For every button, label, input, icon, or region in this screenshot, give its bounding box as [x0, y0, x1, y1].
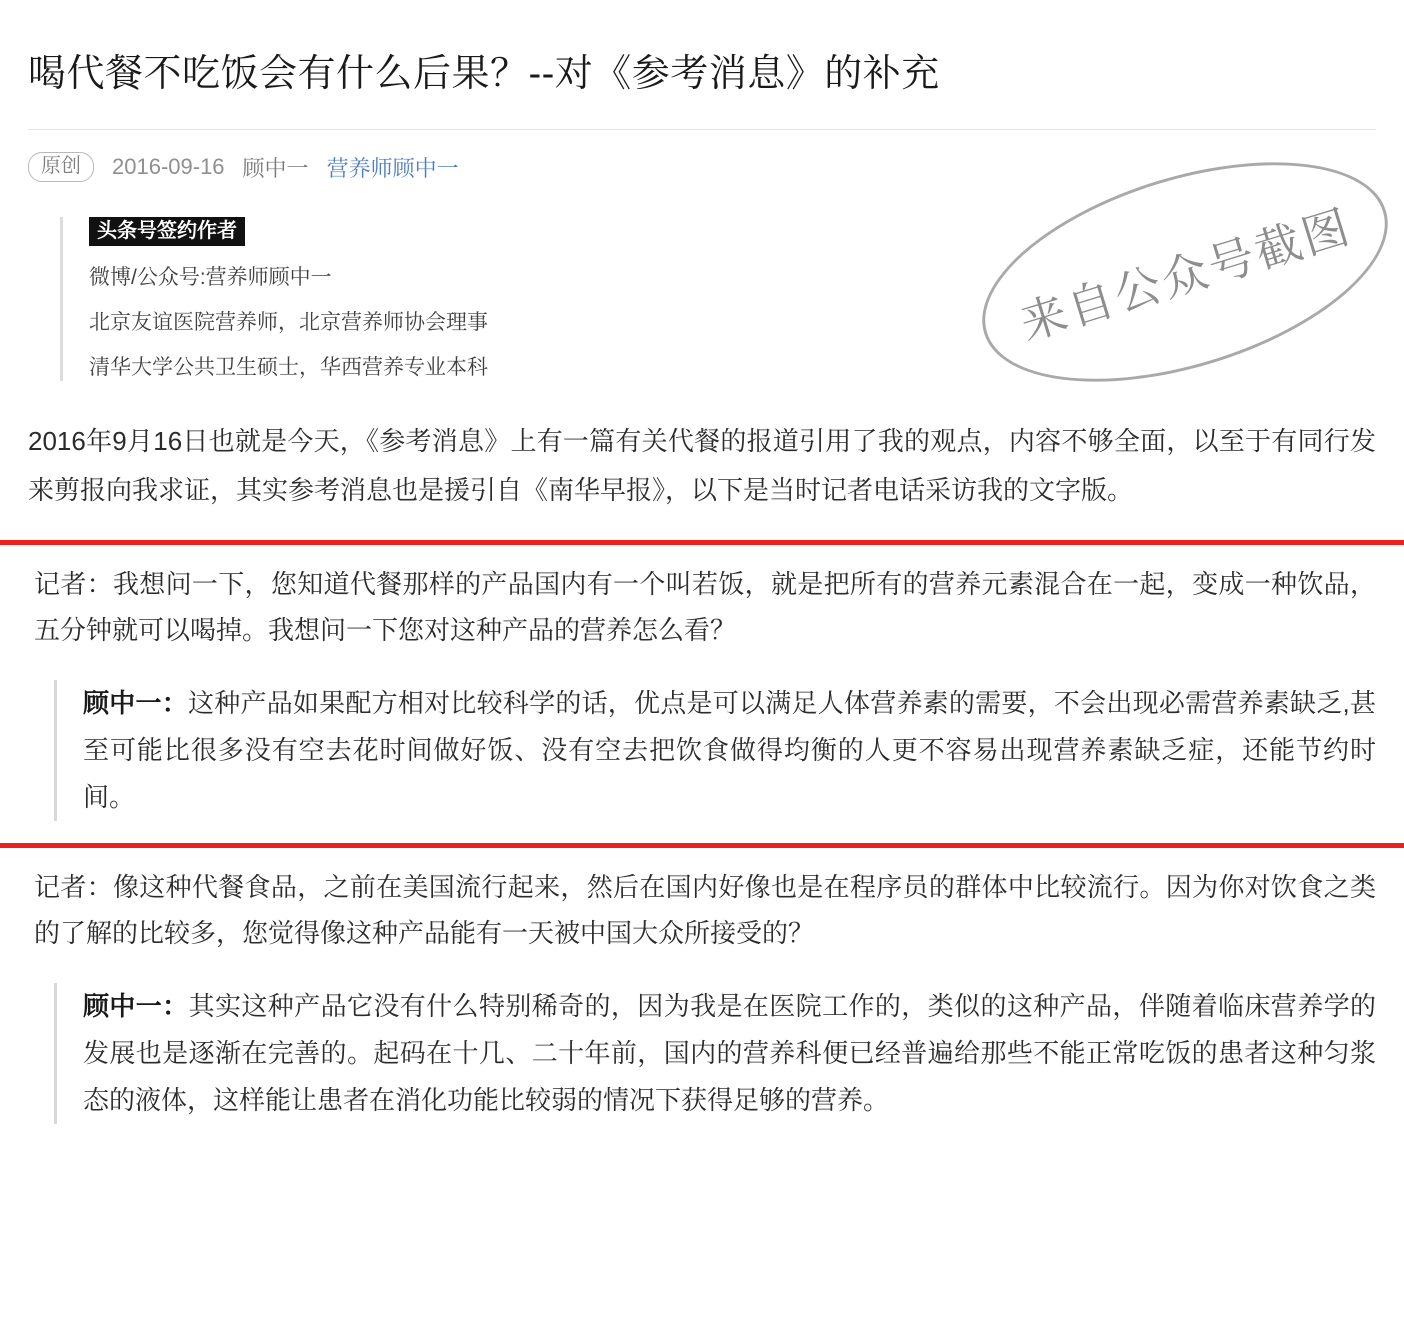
interview-answer [54, 983, 1376, 1123]
intro-paragraph: 2016年9月16日也就是今天，《参考消息》上有一篇有关代餐的报道引用了我的观点，内容不够全面，以至于有同行发来剪报向我求证，其实参考消息也是援引自《南华早报》，以下是当时记者电话采访我的文字版。 [28, 426, 1376, 505]
answer-speaker: 顾中一： [83, 991, 189, 1022]
author-card-line: 清华大学公共卫生硕士，华西营养专业本科 [89, 356, 488, 380]
author-card-line: 微博/公众号:营养师顾中一 [89, 265, 332, 289]
status-badge: 原创 [28, 152, 94, 182]
article-page [0, 25, 1404, 1335]
author-name: 顾中一 [242, 155, 309, 181]
author-card [60, 217, 1376, 382]
interview-answer [54, 680, 1376, 820]
red-divider [0, 540, 1404, 545]
interview-question: 记者：我想问一下，您知道代餐那样的产品国内有一个叫若饭，就是把所有的营养元素混合在一起，变成一种饮品，五分钟就可以喝掉。我想问一下您对这种产品的营养怎么看？ [34, 568, 1376, 646]
account-link[interactable]: 营养师顾中一 [326, 155, 459, 181]
article-meta [28, 152, 1376, 183]
answer-text: 其实这种产品它没有什么特别稀奇的，因为我是在医院工作的，类似的这种产品，伴随着临床营养学的发展也是逐渐在完善的。起码在十几、二十年前，国内的营养科便已经普遍给那些不能正常吃饭的患者这种匀浆态的液体，这样能让患者在消化功能比较弱的情况下获得足够的营养。 [83, 991, 1376, 1115]
answer-speaker: 顾中一： [83, 688, 188, 719]
red-divider [0, 843, 1404, 848]
page-title: 喝代餐不吃饭会有什么后果？--对《参考消息》的补充 [28, 53, 940, 96]
watermark-label: 来自公众号截图 [1014, 200, 1358, 351]
interview-question: 记者：像这种代餐食品，之前在美国流行起来，然后在国内好像也是在程序员的群体中比较流行。因为你对饮食之类的了解的比较多，您觉得像这种产品能有一天被中国大众所接受的？ [34, 871, 1376, 949]
publish-date: 2016-09-16 [112, 154, 225, 180]
answer-text: 这种产品如果配方相对比较科学的话，优点是可以满足人体营养素的需要，不会出现必需营养素缺乏,甚至可能比很多没有空去花时间做好饭、没有空去把饮食做得均衡的人更不容易出现营养素缺乏症，还能节约时间。 [83, 688, 1376, 812]
title-divider [28, 129, 1376, 130]
author-tag-badge: 头条号签约作者 [89, 217, 245, 246]
author-card-line: 北京友谊医院营养师，北京营养师协会理事 [89, 310, 488, 334]
